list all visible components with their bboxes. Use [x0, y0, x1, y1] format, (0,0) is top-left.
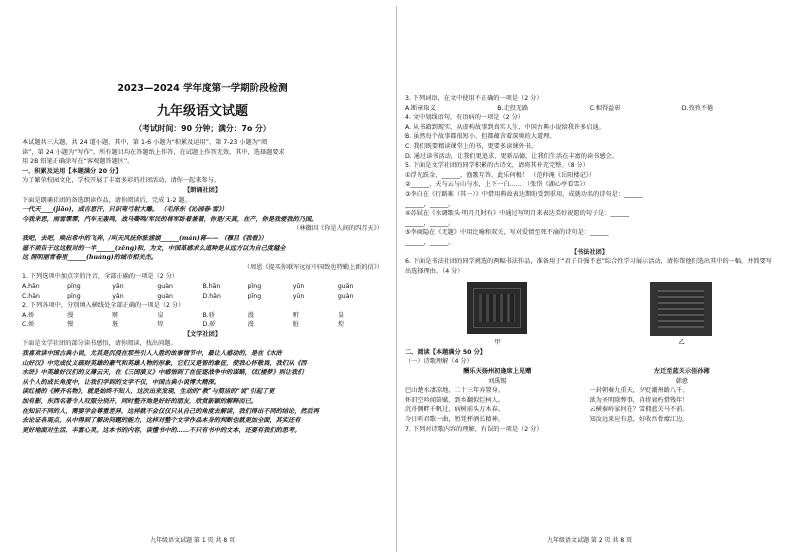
fill-item: ______，______。	[405, 219, 455, 227]
option-text: A.断章取义	[405, 104, 436, 112]
question-5: 5. 下面是文学社团的同学积累的古诗文，请将其补充完整。（8 分）	[405, 162, 589, 170]
option-text: B.骄	[202, 311, 215, 319]
essay-line: 在知识不同的人，需要学会尊重差异，这样就不会仅仅只从自己的角度去解读，我们得出不同的结论，然后再	[22, 407, 319, 415]
club2-title: 【文学社团】	[183, 330, 222, 338]
instruction-line: 读”，第 24 小题为“写作”。所有题目均在答题纸上作答，在试题上作答无效。其中，选择题要求	[22, 148, 285, 156]
page-title: 九年级语文试题	[156, 104, 248, 119]
option-text: D.hān	[202, 292, 221, 300]
fill-item: ④苏轼在《水调歌头·明月几时有》中通过写明月来表达美好祝愿的句子是：______	[405, 210, 630, 218]
page-footer: 九年级语文试题 第 2 页 共 8 页	[547, 537, 633, 544]
year-title: 2023—2024 学年度第一学期阶段检测	[117, 83, 288, 94]
poem-line: 一代天____(jiāo)，成吉思汗，只识弯弓射大雕。 （毛泽东《沁园春·雪》）	[22, 206, 228, 214]
question-4: 4. 文中划线语句，有语病的一项是（2 分）	[405, 114, 524, 122]
option-text: pīng	[247, 282, 262, 290]
option-text: 漫	[247, 311, 254, 319]
poems	[405, 367, 774, 425]
option-text: C.娇	[22, 321, 35, 329]
poem-title: 酬乐天扬州初逢席上见赠	[463, 368, 532, 376]
poem-verse: 怀旧空吟闻笛赋，到乡翻似烂柯人。	[405, 396, 504, 404]
fill-item: ③李白在《行路难（其一）》中借用典故表达期盼受到重用，成就功名的诗句是：______	[405, 190, 643, 198]
poem-author: 韩愈	[675, 377, 688, 385]
poem-line: 今我来思，雨雪霏霏，汽车无轰鸣，战马嘶鸣/军民的将军卧着兼着，你是/天真，在产，你是我爱我的乃国。	[22, 215, 318, 223]
poem-2	[590, 367, 775, 425]
instruction-line: 本试题共三大题，共 24 道小题，其中，第 1-6 小题为“积累及运用”，第 7-23 小题为“阅	[22, 139, 268, 146]
option-text: yān	[112, 292, 124, 300]
page-footer: 九年级语文试题 第 1 页 共 8 页	[150, 537, 236, 544]
option-text: 赃	[112, 311, 119, 319]
essay-line: 读红楼的《辨齐名物》，就是始终不知人、这次出来发现，生动的“教”与简洁的“说”引起了更	[22, 388, 275, 396]
essay-line: 更好地面对生活、丰富心灵。这本书的内容，读懂书中的……不只有书中的文本，还要有我们的思考。	[22, 426, 301, 434]
poem-line: 滋不须告于这这般对的一半______(zēng)和，为文，中国革感求么道种是从远方以为自己度越全	[22, 244, 286, 252]
calligraphy-image-a	[467, 282, 527, 334]
club1-intro: 下面是朗诵社团的备选朗读作品，请你阅读后，完成 1-2 题。	[22, 196, 191, 204]
image-caption-b: 乙	[678, 339, 685, 347]
option-text: yūn	[292, 292, 305, 300]
fill-item: ⑤李商隐在《无题》中用比喻和双关，写对爱情至死不渝的诗句是：______	[405, 229, 609, 237]
option-text: B.hān	[202, 282, 221, 290]
option-text: A.hān	[22, 282, 40, 290]
poem-1	[405, 367, 590, 425]
sub1-title: （一）诗歌理解（4 分）	[405, 358, 473, 366]
poem-verse: 今日听君歌一曲，暂凭杯酒长精神。	[405, 416, 504, 424]
fill-item: ______，______。	[405, 200, 455, 208]
option-text: pīng	[67, 292, 81, 300]
image-captions	[405, 338, 774, 348]
club2-intro: 下面是文学社团的部分读书感悟，请你阅读，找出问题。	[22, 340, 177, 348]
exam-info: （考试时间：90 分钟；满分：7o 分）	[134, 124, 271, 133]
option-text: 慢	[67, 321, 74, 329]
section1-intro: 为了繁荣校园文化，学校开展了丰富多彩的社团活动，请你一起来参与。	[22, 177, 220, 185]
option-text: guàn	[157, 292, 173, 300]
poem-line: 我吧，去吧，唤出希中的飞奔，/叫天风抚你胀浦湖______(mán)蒋—— （穆旦《我看》）	[22, 234, 267, 242]
essay-line: 山好汉》中完成仗义疏财英雄的豪气和英雄人物的形象，它们又是智的象征，使我心怀敬畏，我们从《西	[22, 359, 307, 367]
option-text: 脏	[112, 321, 119, 329]
poem-verse: 沉舟侧畔千帆过，病树前头万木春。	[405, 406, 504, 414]
essay-line: 加有影，东西名著令人叹服分别开，同时整齐地是好好的朋友，欣赏新颖的解释而已。	[22, 398, 258, 406]
poem-verse: 巴山楚水凄凉地，二十三年弃置身。	[405, 387, 504, 395]
calligraphy-images	[405, 282, 774, 336]
right-page	[397, 0, 794, 558]
option-text: A. 从书籍到现实，从虚构故事到真实人生，中国古典小说给我许多启迪。	[405, 123, 605, 131]
option-text: 煌	[157, 321, 164, 329]
club3-title: 【书法社团】	[570, 248, 609, 256]
question-2: 2. 下列各项中，分别填入横线处全部正确的一项是（2 分）	[22, 302, 185, 310]
option-text: B. 虽然每个故事都很短小，但都蕴含着深奥的大道理。	[405, 133, 556, 141]
option-text: D.孜孜不倦	[681, 104, 714, 112]
section1-title: 一、积累及运用【本题满分 20 分】	[22, 167, 122, 175]
fill-item: ______，______。	[405, 238, 455, 246]
poem-verse: 一封朝奏九重天，夕贬潮州路八千。	[589, 387, 689, 395]
option-text: pīng	[247, 292, 262, 300]
image-caption-a: 甲	[494, 339, 501, 347]
essay-line: 从个人的成长角度中，让我们学到的文学不仅，中国古典小说博大精深。	[22, 378, 220, 386]
fill-item: ①浮光跃金，______，渔歌互答，此乐何极！ （范仲淹《岳阳楼记》）	[405, 171, 596, 179]
option-text: guàn	[157, 282, 173, 290]
option-text: 煌	[337, 321, 345, 329]
option-text: yān	[112, 282, 124, 290]
question-7: 7. 下列对诗歌内容的理解，有误的一项是（2 分）	[405, 425, 543, 433]
option-text: 脏	[292, 321, 299, 329]
poem-source: （周恩《提买你联军远征中国致也特勤上新的信》）	[243, 263, 383, 271]
q1-options-row	[22, 292, 383, 302]
q1-options-row	[22, 282, 383, 292]
option-text: 漫	[247, 321, 254, 329]
poem-verse: 云横秦岭家何在？雪拥蓝关马不前。	[589, 406, 689, 414]
q2-options-row	[22, 320, 383, 330]
instruction-line: 用 2B 铅笔正确涂写在“客观题答题区”。	[22, 158, 134, 166]
poem-author: 刘禹锡	[487, 377, 507, 385]
poem-line: 这 照明丽青春里______(huáng)的城市相关杰。	[22, 254, 158, 262]
essay-line: 水浒》中英雄好汉们的义薄云天，在《三国演义》中感悟到了在征逐战争中的谋略，《红楼梦》则让我们	[22, 369, 304, 377]
poem-verse: 知汝远来应有意，好收吾骨瘴江边。	[589, 416, 689, 424]
option-text: guān	[337, 282, 354, 290]
calligraphy-image-b	[650, 282, 712, 336]
option-text: guàn	[337, 292, 354, 300]
question-3: 3. 下列词语，在文中使用不正确的一项是（2 分）	[405, 95, 543, 102]
option-text: yǔn	[292, 282, 305, 290]
option-text: 赃	[292, 311, 299, 319]
poem-verse: 欲为圣明除弊事，肯将衰朽惜残年！	[589, 396, 689, 404]
option-text: C.hān	[22, 292, 40, 300]
essay-line: 我喜欢读中国古典小说，尤其是沉浸在那些引人入胜的故事情节中，最让人感动的，是在《水浒	[22, 350, 282, 358]
q2-options-row	[22, 311, 383, 321]
option-text: 皇	[337, 311, 345, 319]
poem-title: 左迁至蓝关示侄孙湘	[653, 368, 710, 376]
section2-title: 二、阅读【本题满分 50 分】	[405, 348, 486, 356]
essay-line: 去论证各观点，从中得到了解决问题的能力，这样对整个文学作品本身的判断也就更加全面，其实还有	[22, 417, 301, 425]
option-text: B.走投无路	[497, 104, 529, 112]
fill-item: ②______，天与云与山与水，上下一白…… （张岱《湖心亭看雪》）	[405, 181, 589, 189]
option-text: 皇	[157, 311, 164, 319]
option-text: A.娇	[22, 311, 35, 319]
question-1: 1. 下列选项中加点字的注音，全部正确的一项是（2 分）	[22, 273, 179, 281]
option-text: C. 我们既要精读课堂上的书，更要多读课外书。	[405, 142, 538, 150]
option-text: 漫	[67, 311, 74, 319]
q3-options	[405, 104, 774, 114]
option-text: D. 通过读书活动，让我们更追求、更新品德，让我们生活在丰富的读书感会。	[405, 152, 618, 160]
poem-source: （林徽因《你是人间的四月天》）	[293, 225, 383, 233]
club1-title: 【朗诵社团】	[183, 186, 222, 194]
option-text: C.相得益彰	[589, 104, 621, 112]
question-6: 6. 下面是书法社团的同学挑选的两幅书法作品，准备用于“君子自强不息”综合性学习展示活动，请你帮他们选出其中的一幅，并简要写出选择理由。（4 分）	[405, 258, 772, 275]
option-text: pīng	[67, 282, 81, 290]
option-text: D.骄	[202, 321, 216, 329]
